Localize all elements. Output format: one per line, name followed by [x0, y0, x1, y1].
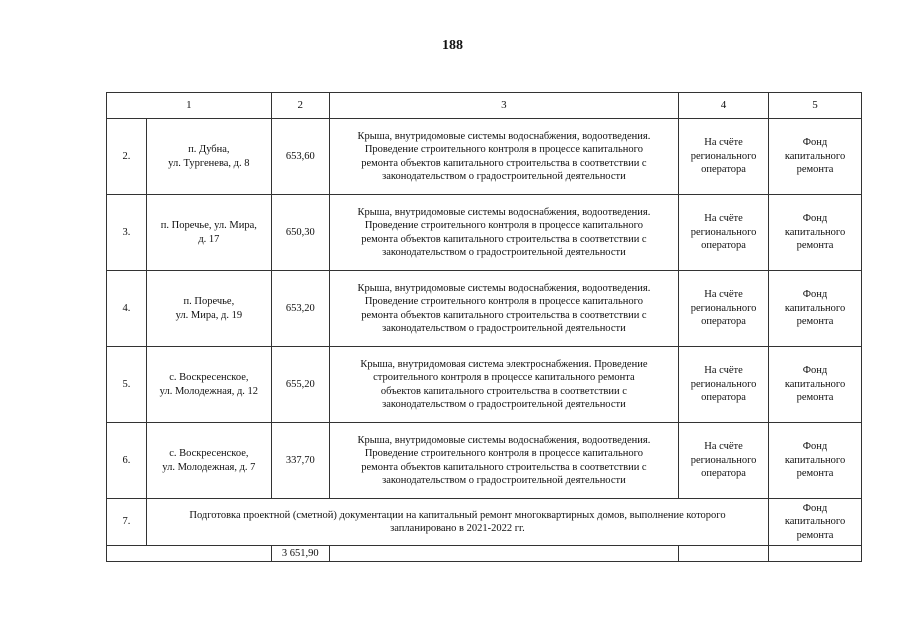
- address-cell-line: с. Воскресенское,: [169, 448, 249, 459]
- fund-cell-line: ремонта: [796, 529, 834, 541]
- area-cell: 650,30: [271, 195, 329, 271]
- work-cell-line: законодательством о градостроительной деятельности: [382, 475, 626, 486]
- address-cell-line: д. 17: [198, 233, 220, 245]
- work-cell-line: Крыша, внутридомовые системы водоснабжения, водоотведения.: [357, 282, 651, 294]
- fund-cell-line: Фонд: [802, 289, 828, 301]
- operator-cell-line: На счёте: [704, 365, 743, 377]
- area-cell: 655,20: [271, 347, 329, 423]
- documentation-text-cell-line: запланировано в 2021-2022 гг.: [390, 523, 525, 534]
- table-row: [107, 271, 862, 347]
- work-cell: [329, 271, 678, 347]
- fund-cell: [769, 347, 862, 423]
- address-cell-line: ул. Мира, д. 19: [175, 309, 243, 321]
- column-number-row: [107, 93, 862, 119]
- fund-cell: [769, 119, 862, 195]
- area-cell: 337,70: [271, 423, 329, 499]
- column-number-1: 1: [107, 93, 272, 119]
- row-number: 2.: [107, 119, 147, 195]
- work-cell-line: Крыша, внутридомовые системы водоснабжения, водоотведения.: [357, 130, 651, 142]
- work-cell-line: Крыша, внутридомовая система электроснабжения. Проведение: [360, 358, 648, 370]
- area-cell: 653,60: [271, 119, 329, 195]
- work-cell-line: строительного контроля в процессе капитального ремонта: [373, 372, 635, 383]
- operator-cell-line: На счёте: [704, 441, 743, 453]
- work-cell: [329, 347, 678, 423]
- work-cell-line: законодательством о градостроительной деятельности: [382, 247, 626, 258]
- column-number-3: 3: [329, 93, 678, 119]
- column-number-5: 5: [769, 93, 862, 119]
- fund-cell-line: ремонта: [796, 316, 834, 328]
- address-cell-line: ул. Тургенева, д. 8: [168, 157, 250, 169]
- work-cell-line: законодательством о градостроительной деятельности: [382, 323, 626, 334]
- fund-cell: [769, 499, 862, 546]
- fund-cell-line: капитального: [784, 516, 846, 528]
- column-number-4: 4: [679, 93, 769, 119]
- operator-cell-line: На счёте: [704, 289, 743, 301]
- fund-cell-line: ремонта: [796, 468, 834, 480]
- column-number-2: 2: [271, 93, 329, 119]
- row-number: 4.: [107, 271, 147, 347]
- operator-cell-line: оператора: [701, 164, 746, 176]
- operator-cell-line: регионального: [690, 302, 757, 314]
- table-row-documentation: [107, 499, 862, 546]
- operator-cell-line: регионального: [690, 226, 757, 238]
- fund-cell-line: Фонд: [802, 137, 828, 149]
- documentation-text-cell: [146, 499, 768, 546]
- work-cell-line: ремонта объектов капитального строительства в соответствии с: [361, 233, 647, 245]
- work-cell-line: Крыша, внутридомовые системы водоснабжения, водоотведения.: [357, 206, 651, 218]
- work-cell-line: законодательством о градостроительной деятельности: [382, 399, 626, 410]
- work-cell: [329, 195, 678, 271]
- operator-cell-line: оператора: [701, 240, 746, 252]
- total-blank-cell: [329, 546, 678, 562]
- fund-cell-line: Фонд: [802, 213, 828, 225]
- address-cell-line: ул. Молодежная, д. 7: [162, 461, 256, 473]
- fund-cell-line: Фонд: [802, 441, 828, 453]
- work-cell-line: Крыша, внутридомовые системы водоснабжения, водоотведения.: [357, 434, 651, 446]
- table-row: [107, 195, 862, 271]
- row-number: 5.: [107, 347, 147, 423]
- operator-cell-line: оператора: [701, 468, 746, 480]
- work-cell-line: ремонта объектов капитального строительства в соответствии с: [361, 309, 647, 321]
- fund-cell-line: капитального: [784, 454, 846, 466]
- work-cell: [329, 119, 678, 195]
- work-cell-line: Проведение строительного контроля в процессе капитального: [364, 220, 643, 231]
- address-cell: [146, 423, 271, 499]
- fund-cell-line: Фонд: [802, 502, 828, 514]
- work-cell: [329, 423, 678, 499]
- operator-cell-line: На счёте: [704, 137, 743, 149]
- operator-cell-line: регионального: [690, 378, 757, 390]
- table-row: [107, 347, 862, 423]
- fund-cell: [769, 423, 862, 499]
- address-cell: [146, 119, 271, 195]
- fund-cell-line: ремонта: [796, 392, 834, 404]
- operator-cell-line: оператора: [701, 392, 746, 404]
- work-cell-line: ремонта объектов капитального строительства в соответствии с: [361, 461, 647, 473]
- operator-cell: [679, 271, 769, 347]
- operator-cell: [679, 119, 769, 195]
- fund-cell-line: капитального: [784, 302, 846, 314]
- total-area-cell: 3 651,90: [271, 546, 329, 562]
- operator-cell-line: На счёте: [704, 213, 743, 225]
- fund-cell-line: капитального: [784, 226, 846, 238]
- operator-cell: [679, 423, 769, 499]
- address-cell-line: с. Воскресенское,: [169, 372, 249, 383]
- documentation-text-cell-line: Подготовка проектной (сметной) документации на капитальный ремонт многоквартирных домов, выполнение которого: [189, 509, 726, 521]
- table-row: [107, 423, 862, 499]
- operator-cell: [679, 195, 769, 271]
- area-cell: 653,20: [271, 271, 329, 347]
- fund-cell-line: капитального: [784, 150, 846, 162]
- address-cell-line: п. Дубна,: [188, 144, 230, 155]
- work-cell-line: ремонта объектов капитального строительства в соответствии с: [361, 157, 647, 169]
- address-cell: [146, 271, 271, 347]
- operator-cell-line: оператора: [701, 316, 746, 328]
- page-number: 188: [442, 38, 463, 53]
- row-number: 7.: [107, 499, 147, 546]
- operator-cell-line: регионального: [690, 150, 757, 162]
- work-cell-line: Проведение строительного контроля в процессе капитального: [364, 448, 643, 459]
- row-number: 6.: [107, 423, 147, 499]
- fund-cell-line: ремонта: [796, 240, 834, 252]
- fund-cell-line: Фонд: [802, 365, 828, 377]
- work-cell-line: объектов капитального строительства в соответствии с: [380, 385, 627, 397]
- total-blank-cell: [679, 546, 769, 562]
- fund-cell: [769, 195, 862, 271]
- address-cell: [146, 347, 271, 423]
- fund-cell-line: капитального: [784, 378, 846, 390]
- address-cell: [146, 195, 271, 271]
- operator-cell-line: регионального: [690, 454, 757, 466]
- fund-cell: [769, 271, 862, 347]
- operator-cell: [679, 347, 769, 423]
- work-cell-line: Проведение строительного контроля в процессе капитального: [364, 144, 643, 155]
- work-cell-line: законодательством о градостроительной деятельности: [382, 171, 626, 182]
- address-cell-line: п. Поречье,: [183, 296, 235, 307]
- total-blank-cell: [107, 546, 272, 562]
- work-cell-line: Проведение строительного контроля в процессе капитального: [364, 296, 643, 307]
- total-blank-cell: [769, 546, 862, 562]
- repair-program-table: [106, 92, 862, 562]
- row-number: 3.: [107, 195, 147, 271]
- table-row: [107, 119, 862, 195]
- address-cell-line: п. Поречье, ул. Мира,: [160, 220, 257, 231]
- address-cell-line: ул. Молодежная, д. 12: [159, 385, 259, 397]
- fund-cell-line: ремонта: [796, 164, 834, 176]
- table-row-total: [107, 546, 862, 562]
